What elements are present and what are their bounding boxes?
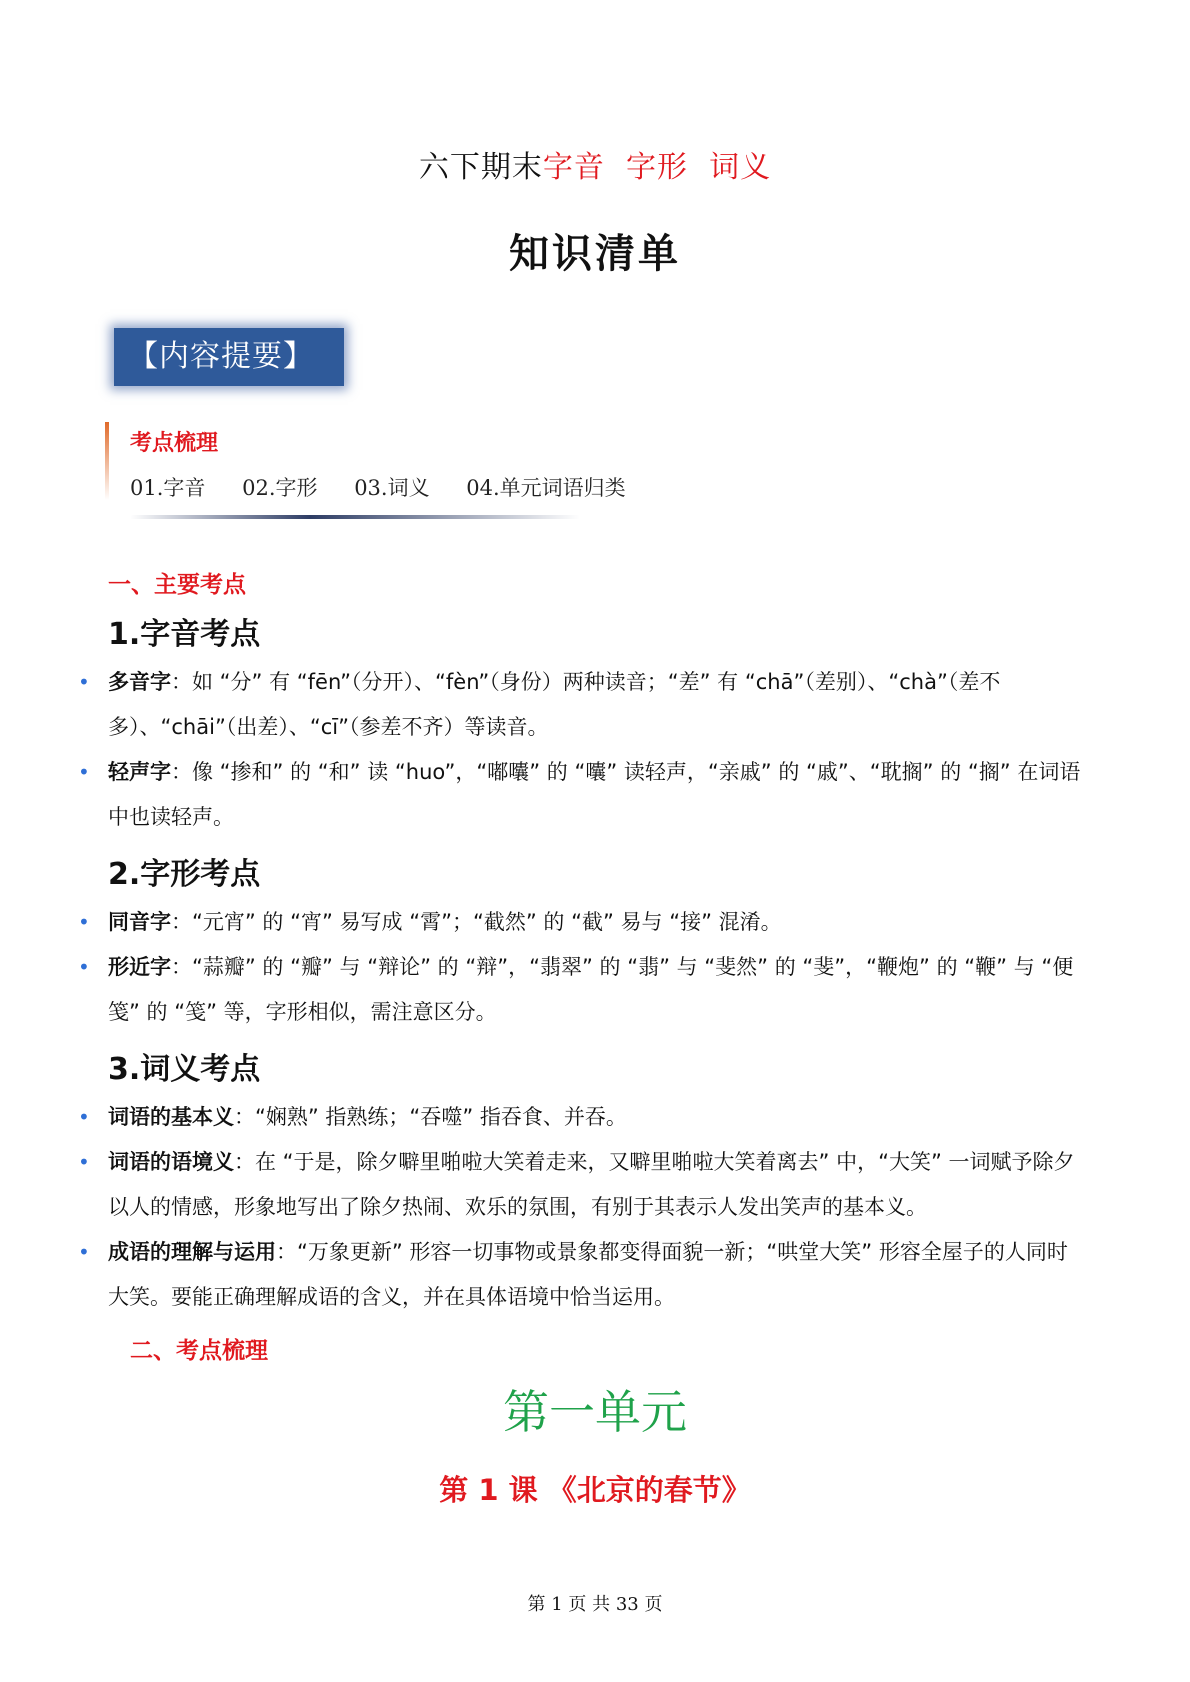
key-point-item: 03.词义 <box>354 476 430 500</box>
bullet-term: 轻声字 <box>108 760 171 784</box>
bullet-item <box>78 945 1088 1035</box>
key-points-list <box>130 472 650 502</box>
bullet-text: ：“万象更新” 形容一切事物或景象都变得面貌一新；“哄堂大笑” 形容全屋子的人同时大笑。要能正确理解成语的含义，并在具体语境中恰当运用。 <box>108 1240 1068 1309</box>
title-prefix: 六下期末 <box>418 150 543 185</box>
bullet-item <box>78 660 1088 750</box>
page-number: 第 1 页 共 33 页 <box>527 1594 663 1615</box>
unit-heading: 第一单元 <box>503 1385 687 1439</box>
topic-heading: 1.字音考点 <box>108 617 261 652</box>
key-point-item: 01.字音 <box>130 476 206 500</box>
title-red-2: 字形 <box>626 150 688 185</box>
bullet-term: 形近字 <box>108 955 171 979</box>
topic-heading: 3.词义考点 <box>108 1052 261 1087</box>
key-point-item: 02.字形 <box>242 476 318 500</box>
bullet-icon: • <box>78 1150 90 1174</box>
bullet-icon: • <box>78 1240 90 1264</box>
bullet-text: ：如 “分” 有 “fēn”（分开）、“fèn”（身份）两种读音；“差” 有 “chā”（差别）、“chà”（差不多）、“chāi”（出差）、“cī”（参差不齐）等读音。 <box>108 670 1001 739</box>
title-red-1: 字音 <box>542 150 605 185</box>
bullet-term: 词语的语境义 <box>108 1150 234 1174</box>
bullet-text: ：“娴熟” 指熟练；“吞噬” 指吞食、并吞。 <box>234 1105 627 1129</box>
bullet-item <box>78 1140 1088 1230</box>
bullet-text: ：在 “于是，除夕噼里啪啦大笑着走来，又噼里啪啦大笑着离去” 中，“大笑” 一词赋予除夕以人的情感，形象地写出了除夕热闹、欢乐的氛围，有别于其表示人发出笑声的基本义。 <box>108 1150 1075 1219</box>
key-points-title: 考点梳理 <box>130 431 219 456</box>
bullet-item <box>78 1095 1088 1140</box>
key-points-accent-bar <box>105 422 109 500</box>
bullet-term: 同音字 <box>108 910 171 934</box>
title-red-3: 词义 <box>709 150 772 185</box>
bullet-item <box>78 750 1088 840</box>
topic-heading: 2.字形考点 <box>108 857 261 892</box>
doc-title <box>0 142 1190 186</box>
bullet-term: 成语的理解与运用 <box>108 1240 276 1264</box>
bullet-icon: • <box>78 910 90 934</box>
section-heading-review: 二、考点梳理 <box>130 1338 268 1364</box>
bullet-icon: • <box>78 760 90 784</box>
content-summary-banner: 【内容提要】 <box>114 328 344 386</box>
doc-subtitle: 知识清单 <box>509 230 681 277</box>
bullet-text: ：“元宵” 的 “宵” 易写成 “霄”；“截然” 的 “截” 易与 “接” 混淆。 <box>171 910 782 934</box>
bullet-item <box>78 900 1088 945</box>
lesson-heading: 第 1 课 《北京的春节》 <box>439 1473 751 1507</box>
key-points-divider <box>130 515 580 519</box>
bullet-text: ：像 “掺和” 的 “和” 读 “huo”，“嘟囔” 的 “囔” 读轻声，“亲戚” 的 “戚”、“耽搁” 的 “搁” 在词语中也读轻声。 <box>108 760 1081 829</box>
bullet-text: ：“蒜瓣” 的 “瓣” 与 “辩论” 的 “辩”，“翡翠” 的 “翡” 与 “斐然” 的 “斐”，“鞭炮” 的 “鞭” 与 “便笺” 的 “笺” 等，字形相似，需注意区分。 <box>108 955 1074 1024</box>
bullet-icon: • <box>78 955 90 979</box>
bullet-icon: • <box>78 1105 90 1129</box>
bullet-term: 多音字 <box>108 670 171 694</box>
section-heading-main: 一、主要考点 <box>108 572 246 598</box>
bullet-term: 词语的基本义 <box>108 1105 234 1129</box>
bullet-item <box>78 1230 1088 1320</box>
bullet-icon: • <box>78 670 90 694</box>
key-point-item: 04.单元词语归类 <box>466 476 626 500</box>
